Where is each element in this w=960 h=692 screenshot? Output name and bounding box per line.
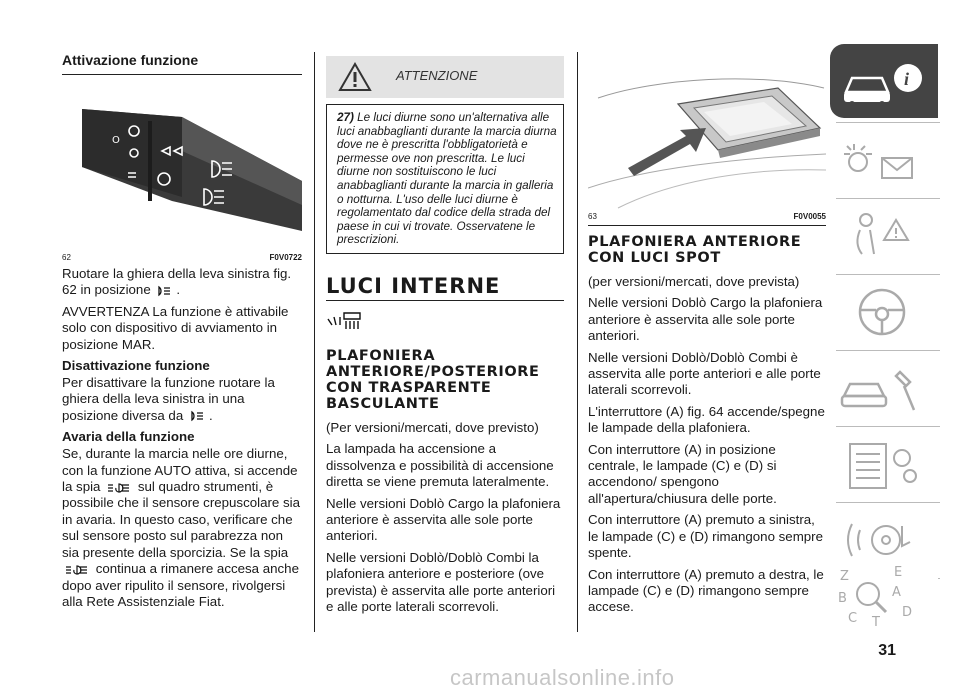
figure-63 — [588, 58, 826, 210]
paragraph-combi: Nelle versioni Doblò/Doblò Combi la plafoniera anteriore e posteriore (ove prevista) è asservita alle porte anteriori e alle porte laterali scorrevoli. — [326, 549, 556, 614]
paragraph-right: Con interruttore (A) premuto a destra, le lampade (C) e (D) rimangono sempre accese. — [588, 566, 824, 615]
text-fault-b: sul quadro strumenti, è possibile che il sensore crepuscolare sia in avaria. In questo caso, verificare che sul sensore posto sul parabrezza non sia presente della sporcizia. Se la spia — [62, 479, 300, 560]
tab-divider — [836, 350, 940, 351]
heading-fault: Avaria della funzione — [62, 429, 195, 445]
tab-warning-lights[interactable] — [830, 124, 938, 198]
heading-rule — [62, 74, 302, 75]
tab-airbag[interactable] — [830, 200, 938, 274]
auto-light-icon — [190, 410, 206, 422]
tab-steering[interactable] — [830, 276, 938, 350]
figure-62 — [62, 81, 302, 251]
warning-text: Le luci diurne sono un'alternativa alle luci anabbaglianti durante la marcia diurna dove ne è prescritta l'obbligatorietà e permesse ove non prescritta. Le luci diurne non sostituiscono le luci anabbaglianti durante la marcia in galleria o notturna. L'uso delle luci diurne è regolamentato dal codice della strada del paese in cui vi trovate. Osservatene le prescrizioni. — [337, 111, 557, 247]
index-letter: B — [838, 591, 847, 606]
section-heading-front-spot: PLAFONIERA ANTERIORE CON LUCI SPOT — [588, 234, 802, 266]
section-rule — [326, 300, 564, 301]
paragraph-left: Con interruttore (A) premuto a sinistra, le lampade (C) e (D) rimangono sempre spente. — [588, 512, 824, 561]
svg-text:O: O — [112, 135, 120, 146]
column-divider — [314, 52, 315, 632]
paragraph-warning-note: AVVERTENZA La funzione è attivabile solo con dispositivo di avviamento in posizione MAR. — [62, 303, 289, 352]
figure-code: F0V0722 — [269, 253, 302, 262]
tab-index[interactable] — [830, 560, 938, 630]
car-info-icon — [830, 44, 938, 118]
drl-warning-icon — [107, 482, 131, 494]
tab-divider — [836, 426, 940, 427]
tab-specs[interactable] — [830, 428, 938, 502]
svg-text:i: i — [904, 69, 910, 89]
text-rotate: Ruotare la ghiera della leva sinistra fig. 62 in posizione — [62, 266, 292, 298]
figure-number: 62 — [62, 253, 71, 262]
paragraph-cargo: Nelle versioni Doblò Cargo la plafoniera anteriore è asservita alle sole porte anteriori. — [588, 295, 823, 344]
paragraph-combi: Nelle versioni Doblò/Doblò Combi è asservita alle porte anteriori e alle porte laterali scorrevoli. — [588, 349, 821, 398]
paragraph-versions: (Per versioni/mercati, dove previsto) — [326, 419, 539, 435]
paragraph-switch: L'interruttore (A) fig. 64 accende/spegne le lampade della plafoniera. — [588, 403, 825, 436]
warning-number: 27) — [337, 111, 354, 124]
heading-activation: Attivazione funzione — [62, 52, 199, 68]
text-fault-a: Se, durante la marcia nelle ore diurne, con la funzione AUTO attiva, si accende la spia — [62, 446, 298, 495]
warning-title: ATTENZIONE — [396, 68, 478, 83]
tab-divider — [836, 122, 940, 123]
text-deactivation: Per disattivare la funzione ruotare la ghiera della leva sinistra in una posizione diversa da — [62, 375, 275, 423]
index-letter: D — [902, 605, 913, 620]
drl-warning-icon — [65, 564, 89, 576]
paragraph-cargo: Nelle versioni Doblò Cargo la plafoniera anteriore è asservita alle sole porte anteriori. — [326, 495, 561, 544]
warning-triangle-icon — [338, 62, 372, 92]
figure-62-caption — [62, 253, 302, 262]
index-letter: C — [848, 611, 858, 626]
paragraph-versions: (per versioni/mercati, dove prevista) — [588, 274, 800, 289]
text-dot: . — [176, 282, 181, 298]
warning-header — [326, 56, 564, 98]
paragraph-center: Con interruttore (A) in posizione centrale, le lampade (C) e (D) si accendono/ spengono all'apertura/chiusura delle porte. — [588, 441, 777, 506]
light-stalk-illustration — [62, 81, 302, 251]
tab-divider — [836, 198, 940, 199]
index-letter: E — [894, 565, 903, 580]
interior-light-icon — [326, 309, 366, 333]
column-1 — [62, 52, 302, 615]
index-icon — [830, 560, 938, 630]
section-title-interior-lights: LUCI INTERNE — [326, 273, 501, 298]
specs-icon — [830, 428, 938, 502]
tab-car-repair[interactable] — [830, 352, 938, 426]
index-letter: A — [892, 585, 901, 600]
tab-divider — [836, 502, 940, 503]
page-number: 31 — [878, 642, 896, 659]
steering-wheel-icon — [830, 276, 938, 350]
paragraph-lamp: La lampada ha accensione a dissolvenza e possibilità di accensione diretta se viene premuta lateralmente. — [326, 441, 554, 490]
paragraph-deactivation — [62, 375, 302, 424]
figure-63-caption — [588, 212, 826, 221]
heading-deactivation: Disattivazione funzione — [62, 358, 210, 374]
tab-car-info[interactable] — [830, 44, 938, 118]
section-heading-front-rear: PLAFONIERA ANTERIORE/POSTERIORE CON TRASPARENTE BASCULANTE — [326, 347, 540, 412]
column-divider — [577, 52, 578, 632]
figure-rule — [588, 225, 826, 226]
warning-lights-icon — [830, 124, 938, 198]
tab-divider — [836, 274, 940, 275]
column-2 — [326, 56, 564, 620]
figure-code: F0V0055 — [793, 212, 826, 221]
text-fault-c: continua a rimanere accesa anche dopo aver ripulito il sensore, rivolgersi alla Rete Assistenziale Fiat. — [62, 561, 299, 609]
index-letter: Z — [840, 569, 849, 584]
warning-box — [326, 104, 564, 254]
car-repair-icon — [830, 352, 938, 426]
paragraph-rotate — [62, 266, 302, 299]
ceiling-lamp-illustration — [588, 58, 826, 210]
airbag-icon — [830, 200, 938, 274]
auto-light-icon — [157, 285, 173, 297]
index-letter: T — [872, 615, 880, 630]
paragraph-fault — [62, 446, 302, 610]
text-dot: . — [208, 407, 213, 423]
column-3 — [588, 58, 826, 621]
figure-number: 63 — [588, 212, 597, 221]
watermark: carmanualsonline.info — [450, 665, 675, 690]
